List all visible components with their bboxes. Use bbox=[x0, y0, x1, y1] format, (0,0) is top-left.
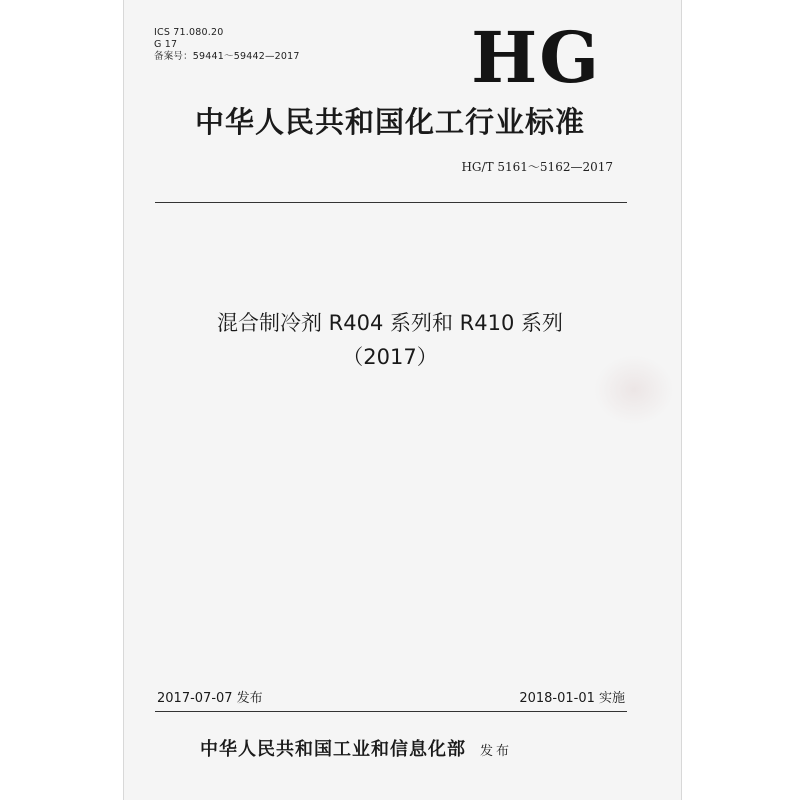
document-title-line1: 混合制冷剂 R404 系列和 R410 系列 bbox=[216, 311, 564, 335]
hg-logo: HG bbox=[471, 16, 601, 99]
classification-info bbox=[154, 27, 300, 63]
record-number: 备案号：59441～59442—2017 bbox=[154, 51, 300, 62]
issue-date: 2017-07-07 发布 bbox=[157, 691, 263, 706]
ics-code: ICS 71.080.20 bbox=[154, 27, 224, 38]
publisher-line bbox=[200, 735, 512, 761]
standard-type-title: 中华人民共和国化工行业标准 bbox=[194, 105, 585, 139]
standard-code: HG/T 5161～5162—2017 bbox=[461, 160, 613, 174]
publisher-organization: 中华人民共和国工业和信息化部 bbox=[200, 739, 466, 760]
document-title bbox=[150, 306, 630, 374]
document-title-line2: （2017） bbox=[342, 345, 438, 369]
ccs-code: G 17 bbox=[154, 39, 178, 50]
implementation-date: 2018-01-01 实施 bbox=[519, 691, 625, 706]
footer-divider bbox=[155, 711, 627, 712]
header-divider bbox=[155, 202, 627, 203]
publisher-verb: 发布 bbox=[480, 744, 513, 759]
